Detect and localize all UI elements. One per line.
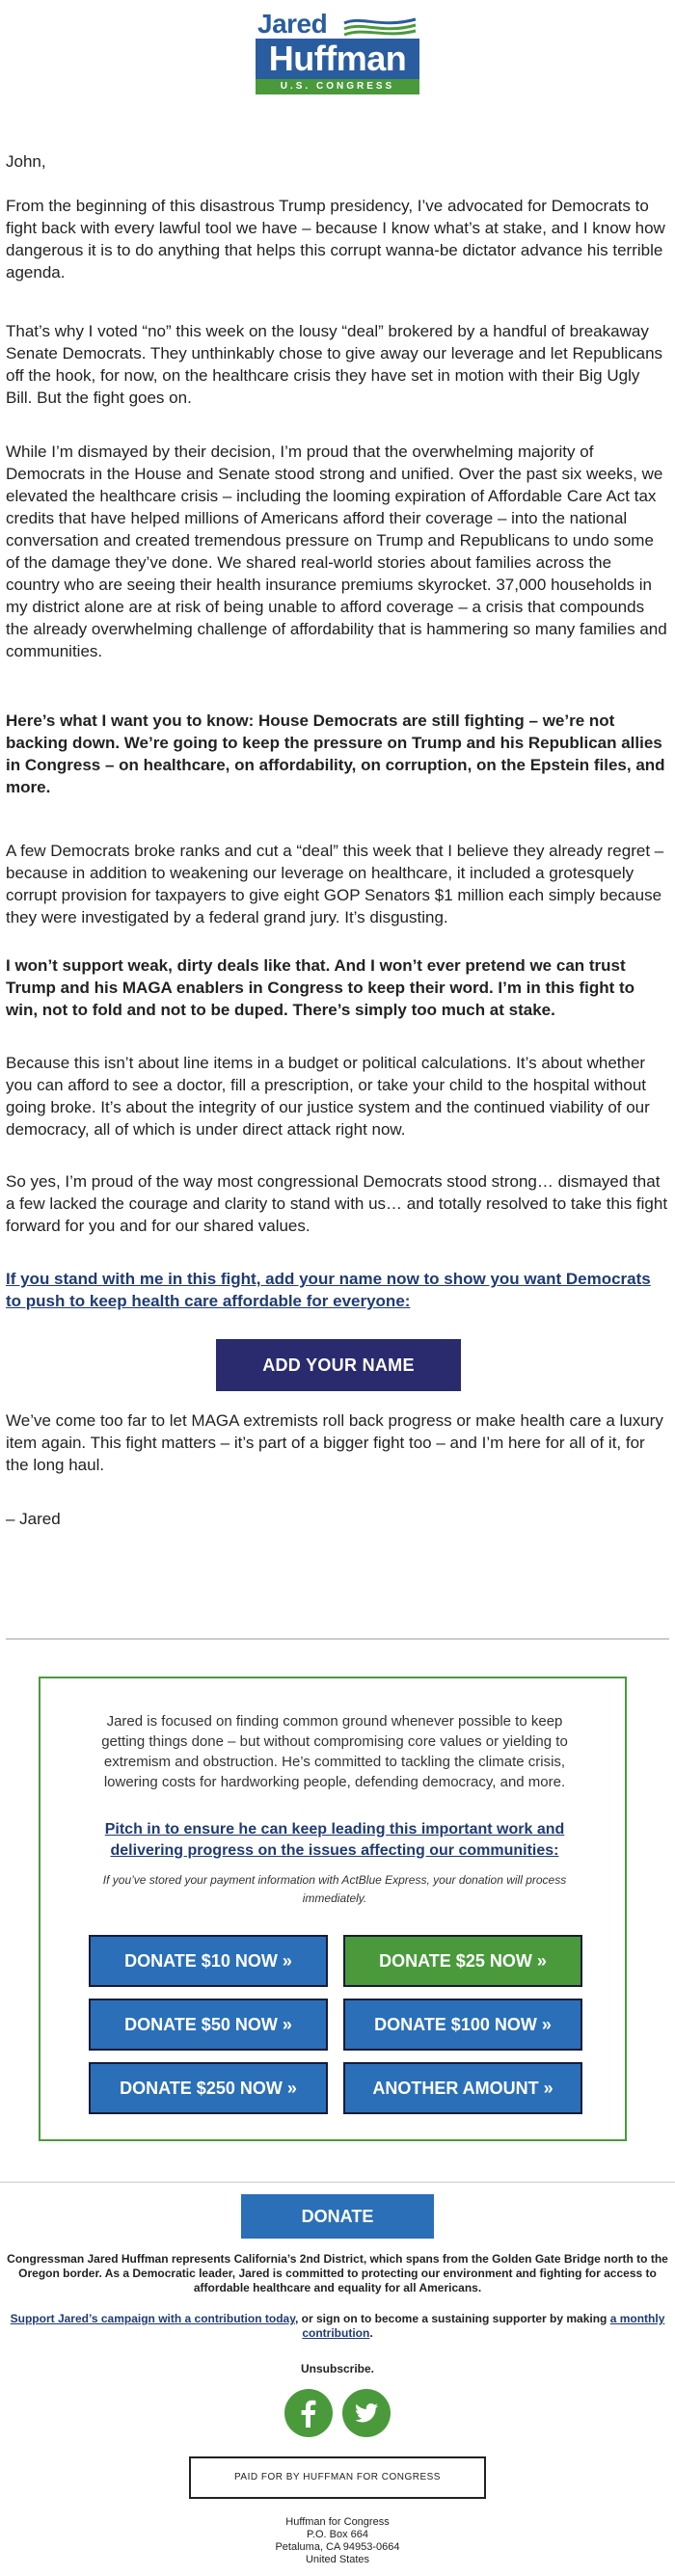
donate-button[interactable]: DONATE (241, 2194, 434, 2239)
donation-intro: Jared is focused on finding common ground whenever possible to keep getting things done – but without compromising core values or yielding to extremism and obstruction. He’s committed to tackling the climate crisis, lowering costs for hardworking people, defending democracy, and more. (101, 1713, 568, 1790)
paragraph-3: While I’m dismayed by their decision, I’m proud that the overwhelming majority of Democrats in the House and Senate stood strong and unified. Over the past six weeks, we elevated the healthcare crisis – including the looming expiration of Affordable Care Act tax credits that have helped millions of Americans afford their coverage – into the national conversation and created tremendous pressure on Trump and Republicans to undo some of the damage they’ve done. We shared real-world stories about families across the country who are seeing their health insurance premiums skyrocket. 37,000 households in my district alone are at risk of being unable to afford coverage – a crisis that compounds the already overwhelming challenge of affordability that is hammering so many families and communities. (6, 443, 667, 660)
add-your-name-button[interactable]: ADD YOUR NAME (216, 1339, 461, 1391)
address-line: Huffman for Congress (285, 2516, 390, 2528)
flag-wave-icon (342, 15, 418, 39)
support-middle-text: , or sign on to become a sustaining supporter by making (294, 2312, 610, 2325)
campaign-logo (256, 10, 419, 94)
donate-250-button[interactable]: DONATE $250 NOW » (89, 2062, 328, 2114)
twitter-icon (342, 2389, 391, 2437)
unsubscribe-link[interactable]: Unsubscribe. (300, 2362, 375, 2375)
address-line: Petaluma, CA 94953-0664 (275, 2541, 400, 2553)
actblue-note: If you’ve stored your payment information with ActBlue Express, your donation will process immediately. (102, 1873, 567, 1905)
mailing-address (193, 2516, 482, 2566)
contribution-link[interactable]: Support Jared’s campaign with a contribution today (10, 2312, 295, 2325)
paragraph-9: We’ve come too far to let MAGA extremists roll back progress or make health care a luxury item again. This fight matters – it’s part of a bigger fight too – and I’m here for all of it, for the long haul. (6, 1411, 663, 1474)
logo-first-name: Jared (257, 9, 328, 39)
bio-text: Congressman Jared Huffman represents California’s 2nd District, which spans from the Golden Gate Bridge north to the Oregon border. As a Democratic leader, Jared is committed to protecting our environment and fighting for access to affordable healthcare and equality for all Americans. (7, 2252, 668, 2294)
paragraph-6-bold: I won’t support weak, dirty deals like that. And I won’t ever pretend we can trust Trump and his MAGA enablers in Congress to keep their word. I’m in this fight to win, not to fold and not to be duped. There’s simply too much at stake. (6, 956, 635, 1019)
donation-pitch-link[interactable]: Pitch in to ensure he can keep leading this important work and delivering progress on the issues affecting our communities: (104, 1821, 565, 1859)
support-line (6, 2312, 669, 2341)
paragraph-1: From the beginning of this disastrous Trump presidency, I’ve advocated for Democrats to fight back with every lawful tool we have – because I know what’s at stake, and I know how dangerous it is to do anything that helps this corrupt wanna-be dictator advance his terrible agenda. (6, 197, 665, 282)
monthly-contribution-link[interactable]: a monthly contribution (302, 2312, 665, 2340)
email-page (0, 9, 675, 2565)
donate-25-button[interactable]: DONATE $25 NOW » (343, 1935, 582, 1987)
paragraph-7: Because this isn’t about line items in a budget or political calculations. It’s about whether you can afford to see a doctor, fill a prescription, or take your child to the hospital without going broke. It’s about the integrity of our justice system and the continued viability of our democracy, all of which is under direct attack right now. (6, 1054, 650, 1139)
paragraph-2: That’s why I voted “no” this week on the lousy “deal” brokered by a handful of breakaway Senate Democrats. They unthinkably chose to give away our leverage and let Republicans off the hook, for now, on the healthcare crisis they have set in motion with their Big Ugly Bill. But the fight goes on. (6, 322, 663, 407)
paragraph-5: A few Democrats broke ranks and cut a “deal” this week that I believe they already regret – because in addition to weakening our leverage on healthcare, it included a grotesquely corrupt provision for taxpayers to give eight GOP Senators $1 million each simply because they were investigated by a federal grand jury. It’s disgusting. (6, 842, 664, 926)
donation-box (39, 1677, 627, 2141)
paid-for-disclaimer: PAID FOR BY HUFFMAN FOR CONGRESS (189, 2456, 486, 2499)
paragraph-8: So yes, I’m proud of the way most congressional Democrats stood strong… dismayed that a few lacked the courage and clarity to stand with us… and totally resolved to take this fight forward for you and for our shared values. (6, 1172, 668, 1235)
signoff: – Jared (6, 1510, 61, 1528)
address-line: P.O. Box 664 (306, 2529, 368, 2540)
cta-link[interactable]: If you stand with me in this fight, add your name now to show you want Democrats to push to keep health care affordable for everyone: (6, 1270, 651, 1310)
logo-last-name: Huffman (256, 39, 419, 79)
support-end-text: . (369, 2326, 373, 2340)
donate-50-button[interactable]: DONATE $50 NOW » (89, 1999, 328, 2051)
twitter-button[interactable] (342, 2389, 391, 2437)
another-amount-button[interactable]: ANOTHER AMOUNT » (343, 2062, 582, 2114)
greeting: John, (6, 152, 46, 171)
footer-divider (0, 2182, 675, 2183)
donate-10-button[interactable]: DONATE $10 NOW » (89, 1935, 328, 1987)
logo-subtitle: U.S. CONGRESS (256, 79, 419, 94)
paragraph-4-bold: Here’s what I want you to know: House Democrats are still fighting – we’re not backing down. We’re going to keep the pressure on Trump and his Republican allies in Congress – on healthcare, on affordability, on corruption, on the Epstein files, and more. (6, 711, 665, 796)
facebook-icon (284, 2389, 333, 2437)
facebook-button[interactable] (284, 2389, 333, 2437)
divider (6, 1638, 669, 1640)
donate-100-button[interactable]: DONATE $100 NOW » (343, 1999, 582, 2051)
address-line: United States (305, 2554, 370, 2565)
